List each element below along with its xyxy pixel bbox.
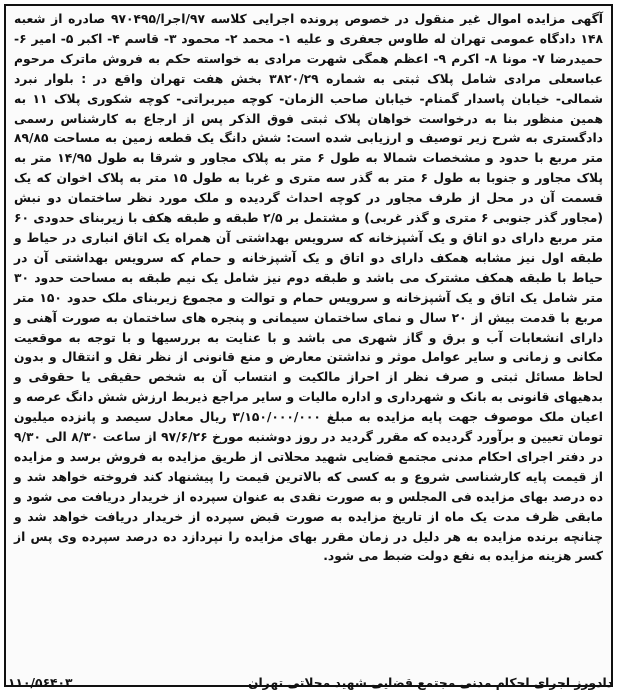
notice-code: ۱۱۰/۵۶۴۰۳ <box>8 676 73 690</box>
notice-footer <box>8 673 613 693</box>
notice-body: آگهی مزایده اموال غیر منقول در خصوص پرونده اجرایی کلاسه ۹۷/اجرا/۹۷۰۴۹۵ صادره از شعبه ۱۴۸ دادگاه عمومی تهران له طاوس جعفری و علیه ۱- محمد ۲- محمود ۳- قاسم ۴- اکبر ۵- امیر ۶- حمیدرضا ۷- مونا ۸- اکرم ۹- اعظم همگی شهرت مرادی به خواسته حکم به فروش ماترک مرحوم عباسعلی مرادی شامل پلاک ثبتی به شماره ۳۸۲۰/۲۹ بخش هفت تهران واقع در : بلوار نبرد شمالی- خیابان پاسدار گمنام- خیابان صاحب الزمان- کوچه میربراتی- کوچه شکوری پلاک ۱۱ به همین منظور بنا به درخواست خواهان پلاک ثبتی فوق الذکر پس از ارجاع به کارشناس رسمی دادگستری به شرح زیر توصیف و ارزیابی شده است: شش دانگ یک قطعه زمین به مساحت ۸۹/۸۵ متر مربع با حدود و مشخصات شمالا به طول ۶ متر به پلاک مجاور و شرقا به طول ۱۴/۹۵ متر به پلاک مجاور و جنوبا به طول ۶ متر به گذر سه متری و غربا به طول ۱۵ متر به پلاک اخوان که یک قسمت آن در محل از طرف مجاور در کوچه احداث گردیده و ملک مورد نظر ساختمان دو نبش (مجاور گذر جنوبی ۶ متری و گذر غربی) و مشتمل بر ۲/۵ طبقه و طبقه هکف با زیربنای حدودی ۶۰ متر مربع دارای دو اتاق و یک آشپزخانه که سرویس بهداشتی آن همراه یک اتاق انباری در حیاط و طبقه اول نیز مشابه همکف دارای دو اتاق و یک آشپزخانه و حمام که سرویس بهداشتی آن در حیاط با طبقه همکف مشترک می باشد و طبقه دوم نیز شامل یک نیم طبقه به مساحت حدود ۳۰ متر شامل یک اتاق و یک آشپزخانه و سرویس حمام و توالت و مجموع زیربنای ملک حدود ۱۵۰ متر مربع با قدمت بیش از ۲۰ سال و نمای ساختمان سیمانی و پنجره های ساختمان به صورت آهنی و دارای انشعابات آب و برق و گاز شهری می باشد و با عنایت به بررسیها و با توجه به موقعیت مکانی و زمانی و سایر عوامل موثر و نداشتن معارض و منع قانونی از نظر نقل و انتقال و بدون لحاظ مسائل ثبتی و صرف نظر از احراز مالکیت و انتساب آن به شخص حقیقی یا حقوقی و بدهیهای قانونی به بانک و شهرداری و اداره مالیات و سایر مراجع ذیربط ارزش شش دانگ عرصه و اعیان ملک موصوف جهت پایه مزایده به مبلغ ۳/۱۵۰/۰۰۰/۰۰۰ ریال معادل سیصد و پانزده میلیون تومان تعیین و برآورد گردیده که مقرر گردید در روز دوشنبه مورخ ۹۷/۶/۲۶ از ساعت ۸/۳۰ الی ۹/۳۰ در دفتر اجرای احکام مدنی مجتمع قضایی شهید محلاتی از طریق مزایده به فروش برسد و مزایده از قیمت پایه کارشناسی شروع و به کسی که بالاترین قیمت را پیشنهاد کند فروخته خواهد شد و ده درصد بهای مزایده فی المجلس و به صورت نقدی به عنوان سپرده از خریدار دریافت می شود و مابقی ظرف مدت یک ماه از تاریخ مزایده به صورت قبض سپرده از خریدار دریافت خواهد شد و چنانچه برنده مزایده به هر دلیل در زمان مقرر بهای مزایده را نپردازد ده درصد سپرده وی پس از کسر هزینه مزایده به نفع دولت ضبط می شود. <box>14 12 604 564</box>
signature-line: دادورز اجرای احکام مدنی مجتمع قضایی شهید محلاتی تهران <box>247 676 613 690</box>
notice-frame <box>4 4 613 687</box>
